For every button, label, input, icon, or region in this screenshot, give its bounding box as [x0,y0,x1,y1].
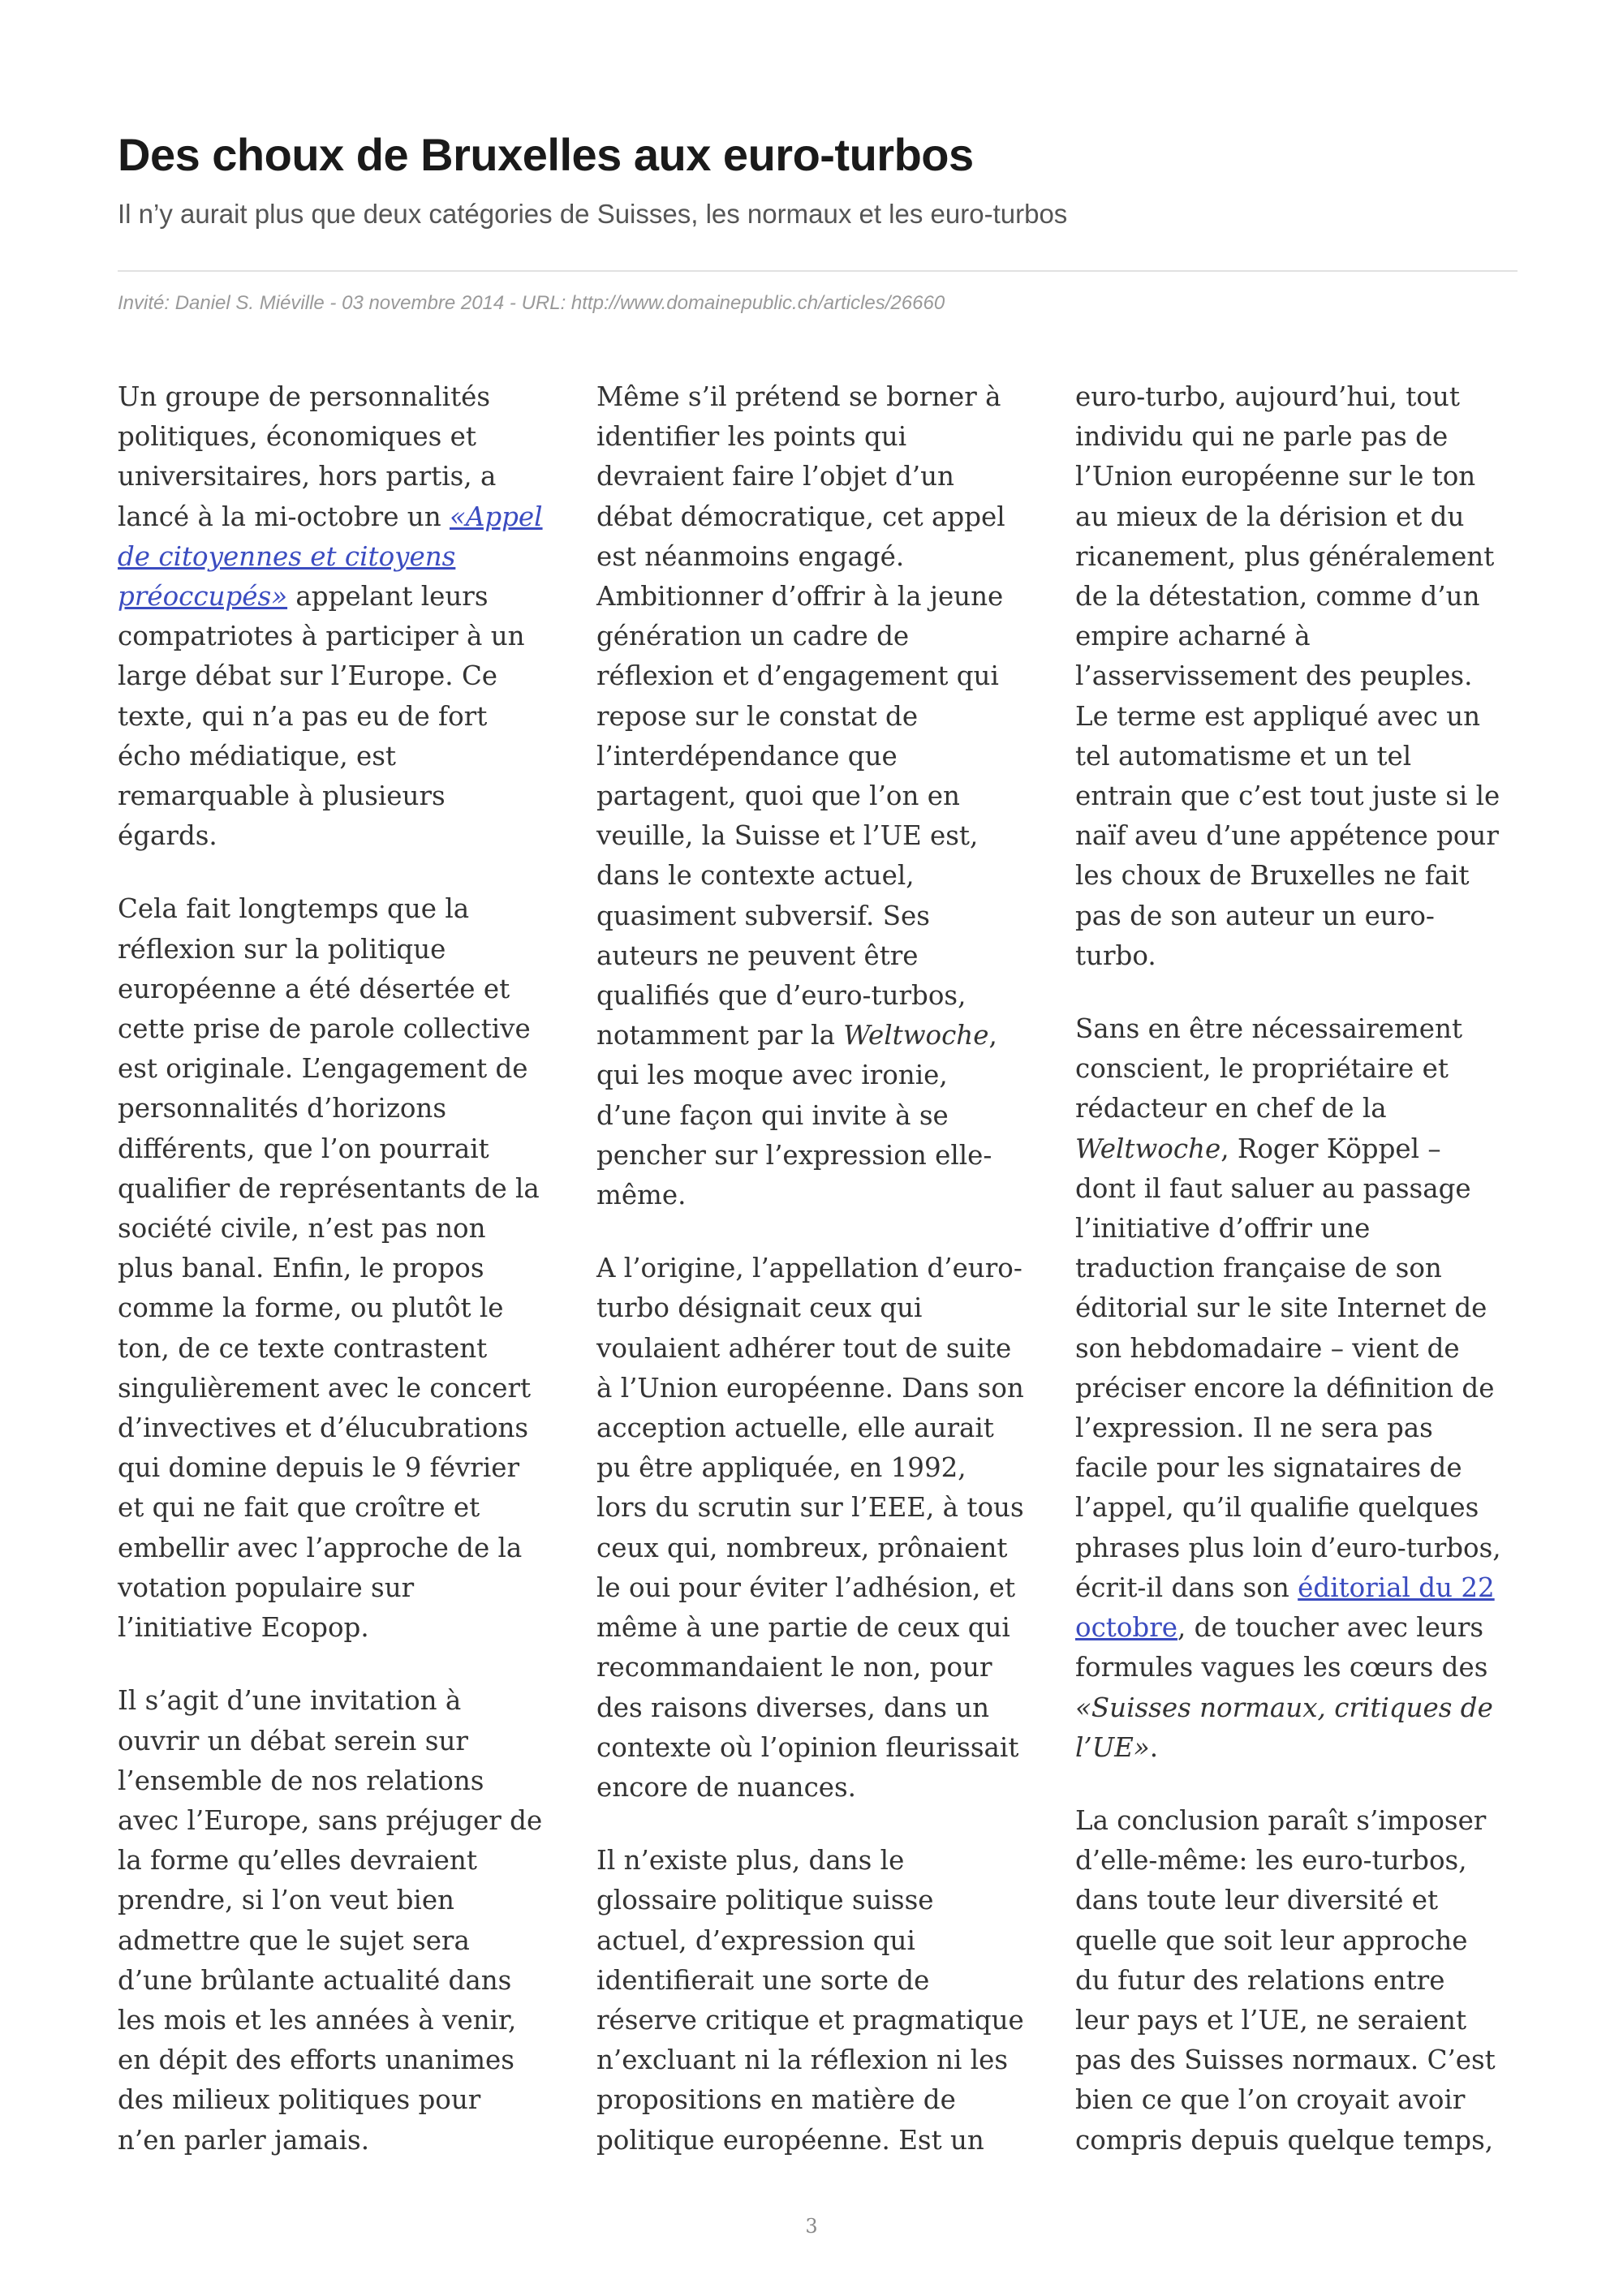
text-line: empire acharné à [1075,621,1311,652]
paragraph [1075,377,1518,976]
text-line: personnalités d’horizons [118,1093,447,1124]
text-segment: lancé à la mi-octobre un [118,501,450,532]
text-line: voulaient adhérer tout de suite [596,1332,1012,1364]
text-line: tel automatisme et un tel [1075,740,1412,772]
column-1 [118,377,560,2194]
article-body [118,377,1522,2178]
text-line: pencher sur l’expression elle- [596,1139,992,1171]
paragraph [596,1841,1039,2161]
text-segment: . [1149,1731,1159,1763]
text-line: Sans en être nécessairement [1075,1013,1463,1045]
column-3 [1075,377,1518,2194]
text-line: différents, que l’on pourrait [118,1133,489,1164]
appel-link[interactable]: préoccupés» [118,581,288,613]
text-line: l’initiative Ecopop. [118,1612,369,1644]
text-line: propositions en matière de [596,2084,956,2116]
text-line: auteurs ne peuvent être [596,939,919,971]
text-line: turbo. [1075,939,1156,971]
text-line: rédacteur en chef de la [1075,1093,1387,1124]
text-line: est néanmoins engagé. [596,540,905,572]
editorial-link[interactable]: octobre [1075,1612,1177,1644]
text-line: encore de nuances. [596,1771,857,1803]
quote-line: «Suisses normaux, critiques de [1075,1692,1493,1723]
paragraph [118,377,560,856]
text-line: entrain que c’est tout juste si le [1075,780,1500,812]
text-line: même à une partie de ceux qui [596,1612,1010,1644]
text-line: l’asservissement des peuples. [1075,660,1473,692]
text-line: génération un cadre de [596,621,910,652]
text-line: admettre que le sujet sera [118,1924,470,1956]
text-line: d’une façon qui invite à se [596,1099,949,1131]
text-line: qui domine depuis le 9 février [118,1452,520,1484]
text-line: et qui ne fait que croître et [118,1492,480,1524]
text-line: politique européenne. Est un [596,2124,984,2156]
text-line: identifierait une sorte de [596,1964,930,1996]
text-line: l’expression. Il ne sera pas [1075,1412,1433,1444]
text-line: n’excluant ni la réflexion ni les [596,2044,1009,2076]
text-line: ton, de ce texte contrastent [118,1332,488,1364]
text-line: naïf aveu d’une appétence pour [1075,820,1499,852]
text-line: individu qui ne parle pas de [1075,421,1449,453]
text-line: contexte où l’opinion fleurissait [596,1731,1019,1763]
text-line: quasiment subversif. Ses [596,900,930,931]
text-line: dans le contexte actuel, [596,860,915,892]
text-line: ceux qui, nombreux, prônaient [596,1532,1008,1563]
text-line: éditorial sur le site Internet de [1075,1292,1487,1324]
text-line: Ambitionner d’offrir à la jeune [596,581,1004,613]
text-line: au mieux de la dérision et du [1075,501,1465,532]
text-line: en dépit des efforts unanimes [118,2044,514,2076]
text-line: européenne a été désertée et [118,973,510,1004]
text-segment: écrit-il dans son [1075,1572,1298,1603]
text-line: écho médiatique, est [118,740,396,772]
page-number: 3 [805,2215,818,2238]
appel-link[interactable]: «Appel [449,501,543,532]
text-line: politiques, économiques et [118,421,476,453]
text-line: ricanement, plus généralement [1075,540,1495,572]
text-line [118,497,560,537]
text-line: prendre, si l’on veut bien [118,1885,454,1916]
text-line: Cela fait longtemps que la [118,893,470,925]
text-line: pas des Suisses normaux. C’est [1075,2044,1496,2076]
text-line: embellir avec l’approche de la [118,1532,523,1563]
text-line [1075,1608,1518,1648]
text-line: texte, qui n’a pas eu de fort [118,700,488,732]
text-line: des raisons diverses, dans un [596,1692,990,1723]
text-line: débat démocratique, cet appel [596,501,1005,532]
text-line: devraient faire l’objet d’un [596,461,954,492]
text-line: qualifier de représentants de la [118,1172,540,1204]
text-line: lors du scrutin sur l’EEE, à tous [596,1492,1024,1524]
text-line: l’appel, qu’il qualifie quelques [1075,1492,1479,1524]
text-line: veuille, la Suisse et l’UE est, [596,820,979,852]
text-line: de la détestation, comme d’un [1075,581,1480,613]
text-line: plus banal. Enfin, le propos [118,1253,484,1284]
text-line: des milieux politiques pour [118,2084,481,2116]
header-divider [118,270,1518,272]
text-line: préciser encore la définition de [1075,1372,1495,1404]
text-line: euro-turbo, aujourd’hui, tout [1075,381,1460,412]
text-line: n’en parler jamais. [118,2124,370,2156]
text-line: réserve critique et pragmatique [596,2004,1024,2036]
text-line: d’elle-même: les euro-turbos, [1075,1845,1467,1877]
text-line: formules vagues les cœurs des [1075,1652,1488,1683]
text-line: quelle que soit leur approche [1075,1924,1468,1956]
text-line: à l’Union européenne. Dans son [596,1372,1024,1404]
text-line: bien ce que l’on croyait avoir [1075,2084,1466,2116]
text-line: avec l’Europe, sans préjuger de [118,1804,543,1836]
text-line [1075,1129,1518,1169]
text-line: est originale. L’engagement de [118,1053,528,1085]
text-line: acception actuelle, elle aurait [596,1412,994,1444]
text-line: pu être appliquée, en 1992, [596,1452,966,1484]
quote-segment: l’UE» [1075,1731,1150,1763]
appel-link[interactable]: de citoyennes et citoyens [118,540,456,572]
text-line [596,1016,1039,1056]
text-line: repose sur le constat de [596,700,919,732]
paragraph [118,889,560,1648]
text-line: les mois et les années à venir, [118,2004,517,2036]
text-line: traduction française de son [1075,1253,1442,1284]
text-segment: appelant leurs [287,581,489,613]
text-line: l’interdépendance que [596,740,898,772]
paragraph [1075,1009,1518,1768]
text-line: cette prise de parole collective [118,1013,531,1045]
paragraph [596,1249,1039,1808]
paragraph [596,377,1039,1215]
text-line: qualifiés que d’euro-turbos, [596,980,966,1012]
text-line: l’Union européenne sur le ton [1075,461,1476,492]
text-line: comme la forme, ou plutôt le [118,1292,504,1324]
text-line: large débat sur l’Europe. Ce [118,660,498,692]
text-line: son hebdomadaire – vient de [1075,1332,1460,1364]
publication-name: Weltwoche [843,1020,989,1051]
text-line [1075,1728,1518,1768]
text-line: votation populaire sur [118,1572,415,1603]
text-line: société civile, n’est pas non [118,1213,486,1245]
text-line: leur pays et l’UE, ne seraient [1075,2004,1467,2036]
text-segment: notamment par la [596,1020,844,1051]
text-line: Un groupe de personnalités [118,381,491,412]
text-segment: , de toucher avec leurs [1177,1612,1484,1644]
text-line: compris depuis quelque temps, [1075,2124,1494,2156]
text-line: l’initiative d’offrir une [1075,1213,1371,1245]
text-line: égards. [118,820,217,852]
text-line: A l’origine, l’appellation d’euro- [596,1253,1022,1284]
text-line: Il n’existe plus, dans le [596,1845,905,1877]
text-line: compatriotes à participer à un [118,621,525,652]
text-line: Le terme est appliqué avec un [1075,700,1481,732]
text-line: du futur des relations entre [1075,1964,1445,1996]
text-line: même. [596,1180,687,1211]
text-line: conscient, le propriétaire et [1075,1053,1449,1085]
text-line [118,577,560,617]
text-line: d’une brûlante actualité dans [118,1964,512,1996]
text-line: d’invectives et d’élucubrations [118,1412,529,1444]
text-line: phrases plus loin d’euro-turbos, [1075,1532,1501,1563]
text-segment: , [988,1020,997,1051]
text-line: réflexion et d’engagement qui [596,660,999,692]
text-line: glossaire politique suisse [596,1885,934,1916]
text-line: partagent, quoi que l’on en [596,780,960,812]
text-line: La conclusion paraît s’imposer [1075,1804,1487,1836]
text-line: réflexion sur la politique [118,933,446,965]
text-line: recommandaient le non, pour [596,1652,992,1683]
text-line: qui les moque avec ironie, [596,1060,948,1091]
text-line: ouvrir un débat serein sur [118,1725,468,1756]
text-line: le oui pour éviter l’adhésion, et [596,1572,1016,1603]
text-line: singulièrement avec le concert [118,1372,532,1404]
article-title: Des choux de Bruxelles aux euro-turbos [118,129,974,180]
article-meta: Invité: Daniel S. Miéville - 03 novembre 2014 - URL: http://www.domainepublic.ch/articles/26660 [118,292,945,314]
text-line: turbo désignait ceux qui [596,1292,923,1324]
text-line: universitaires, hors partis, a [118,461,497,492]
text-line [1075,1568,1518,1608]
text-line: facile pour les signataires de [1075,1452,1462,1484]
paragraph [1075,1801,1518,2161]
text-line: dont il faut saluer au passage [1075,1172,1471,1204]
text-line: dans toute leur diversité et [1075,1885,1439,1916]
text-line: actuel, d’expression qui [596,1924,915,1956]
paragraph [118,1681,560,2160]
column-2 [596,377,1039,2194]
editorial-link[interactable]: éditorial du 22 [1298,1572,1495,1603]
text-line: identifier les points qui [596,421,907,453]
text-line: l’ensemble de nos relations [118,1765,484,1796]
text-line: remarquable à plusieurs [118,780,446,812]
text-line: les choux de Bruxelles ne fait [1075,860,1470,892]
text-line: la forme qu’elles devraient [118,1845,477,1877]
text-segment: , Roger Köppel – [1220,1133,1441,1164]
article-subtitle: Il n’y aurait plus que deux catégories de Suisses, les normaux et les euro-turbos [118,199,1068,229]
text-line: pas de son auteur un euro- [1075,900,1435,931]
text-line: Même s’il prétend se borner à [596,381,1001,412]
text-line: Il s’agit d’une invitation à [118,1685,462,1717]
publication-name: Weltwoche [1075,1133,1221,1164]
